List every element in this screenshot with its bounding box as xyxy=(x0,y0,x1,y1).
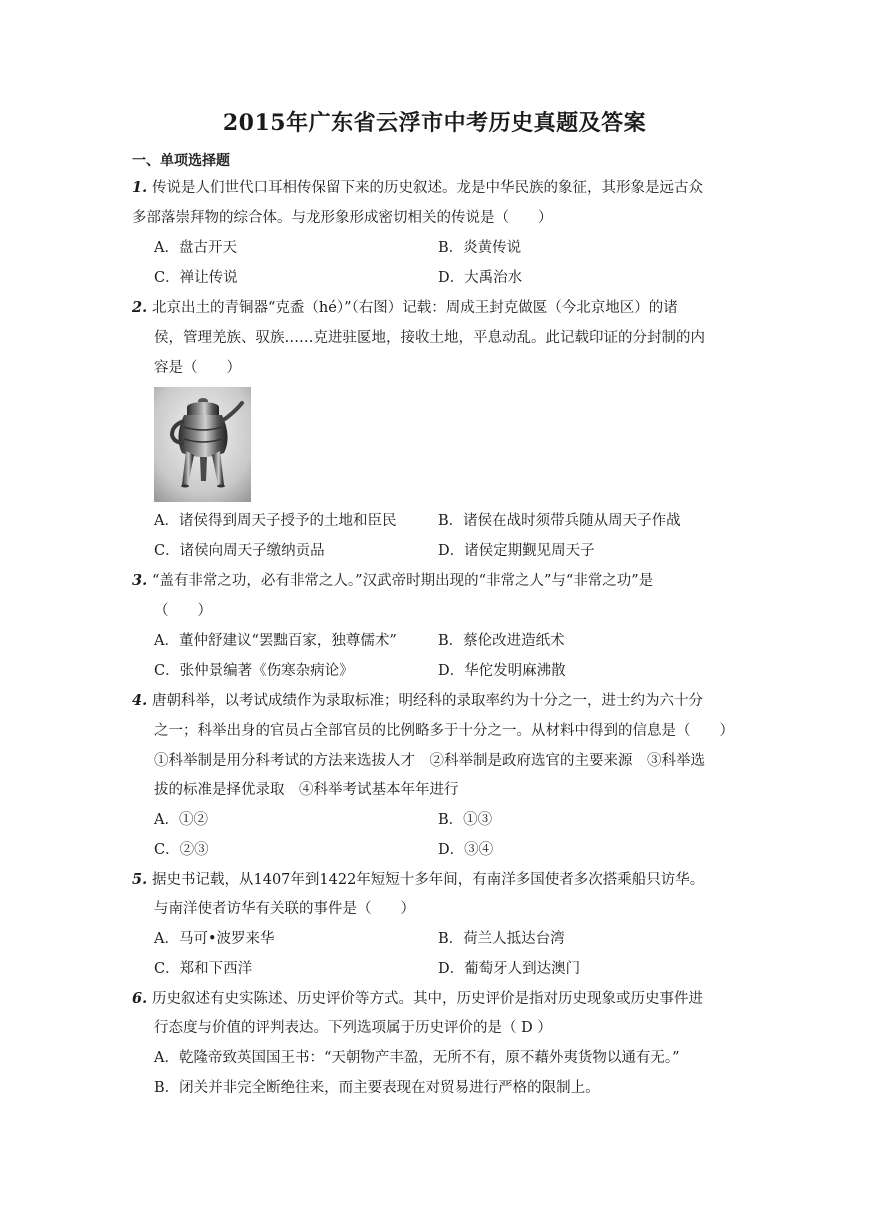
question-4-option-a: A．①② xyxy=(154,812,208,828)
question-5-option-c: C．郑和下西洋 xyxy=(154,961,253,977)
question-3-option-d: D．华佗发明麻沸散 xyxy=(438,663,566,679)
page-title: 2015年广东省云浮市中考历史真题及答案 xyxy=(222,110,647,136)
question-1-option-a: A．盘古开天 xyxy=(154,240,237,256)
question-6-line-1: 6. 历史叙述有史实陈述、历史评价等方式。其中，历史评价是指对历史现象或历史事件进 xyxy=(132,990,703,1007)
question-5-option-a: A．马可•波罗来华 xyxy=(154,931,275,947)
question-4-line-3: ①科举制是用分科考试的方法来选拔人才 ②科举制是政府选官的主要来源 ③科举选 xyxy=(154,753,705,769)
question-2-option-b: B．诸侯在战时须带兵随从周天子作战 xyxy=(438,513,681,529)
question-1-option-d: D．大禹治水 xyxy=(438,270,523,286)
question-4-option-d: D．③④ xyxy=(438,842,494,858)
question-3-option-b: B．蔡伦改进造纸术 xyxy=(438,633,565,649)
question-5-option-b: B．荷兰人抵达台湾 xyxy=(438,931,565,947)
question-2-line-1: 2. 北京出土的青铜器“克盉（hé）”（右图）记载：周成王封克做匽（今北京地区）的诸 xyxy=(132,299,678,316)
question-2-line-3: 容是（ ） xyxy=(154,360,241,376)
question-2-option-a: A．诸侯得到周天子授予的土地和臣民 xyxy=(154,513,397,529)
question-2-line-2: 侯，管理羌族、驭族……克进驻匽地，接收土地，平息动乱。此记载印证的分封制的内 xyxy=(154,330,705,346)
question-6-option-a: A．乾隆帝致英国国王书：“天朝物产丰盈，无所不有，原不藉外夷货物以通有无。” xyxy=(154,1050,680,1066)
bronze-vessel-image xyxy=(154,387,251,502)
question-number: 4. xyxy=(132,692,148,709)
question-4-line-2: 之一；科举出身的官员占全部官员的比例略多于十分之一。从材料中得到的信息是（ ） xyxy=(154,723,734,739)
question-4-line-1: 4. 唐朝科举，以考试成绩作为录取标准；明经科的录取率约为十分之一，进士约为六十分 xyxy=(132,692,703,709)
question-number: 1. xyxy=(132,179,148,196)
question-3-line-1: 3. “盖有非常之功，必有非常之人。”汉武帝时期出现的“非常之人”与“非常之功”是 xyxy=(132,572,654,589)
question-3-option-a: A．董仲舒建议“罢黜百家，独尊儒术” xyxy=(154,633,397,649)
question-2-option-d: D．诸侯定期觐见周天子 xyxy=(438,543,595,559)
question-1-line-1: 1. 传说是人们世代口耳相传保留下来的历史叙述。龙是中华民族的象征，其形象是远古众 xyxy=(132,179,703,196)
question-number: 6. xyxy=(132,990,148,1007)
question-4-line-4: 拔的标准是择优录取 ④科举考试基本年年进行 xyxy=(154,782,459,798)
question-6-option-b: B．闭关并非完全断绝往来，而主要表现在对贸易进行严格的限制上。 xyxy=(154,1080,600,1096)
question-3-option-c: C．张仲景编著《伤寒杂病论》 xyxy=(154,663,354,679)
question-4-option-c: C．②③ xyxy=(154,842,209,858)
bronze-he-vessel-icon xyxy=(154,387,251,502)
question-1-option-c: C．禅让传说 xyxy=(154,270,238,286)
question-5-line-1: 5. 据史书记载，从1407年到1422年短短十多年间，有南洋多国使者多次搭乘船只访华。 xyxy=(132,871,705,888)
question-5-option-d: D．葡萄牙人到达澳门 xyxy=(438,961,581,977)
question-2-option-c: C．诸侯向周天子缴纳贡品 xyxy=(154,543,325,559)
question-3-line-2: （ ） xyxy=(154,603,212,619)
question-1-line-2: 多部落崇拜物的综合体。与龙形象形成密切相关的传说是（ ） xyxy=(132,210,553,226)
question-number: 2. xyxy=(132,299,148,316)
question-6-line-2: 行态度与价值的评判表达。下列选项属于历史评价的是（ D ） xyxy=(154,1020,552,1036)
section-heading: 一、单项选择题 xyxy=(132,153,230,169)
question-4-option-b: B．①③ xyxy=(438,812,493,828)
question-5-line-2: 与南洋使者访华有关联的事件是（ ） xyxy=(154,901,415,917)
question-number: 5. xyxy=(132,871,148,888)
question-number: 3. xyxy=(132,572,148,589)
question-1-option-b: B．炎黄传说 xyxy=(438,240,522,256)
